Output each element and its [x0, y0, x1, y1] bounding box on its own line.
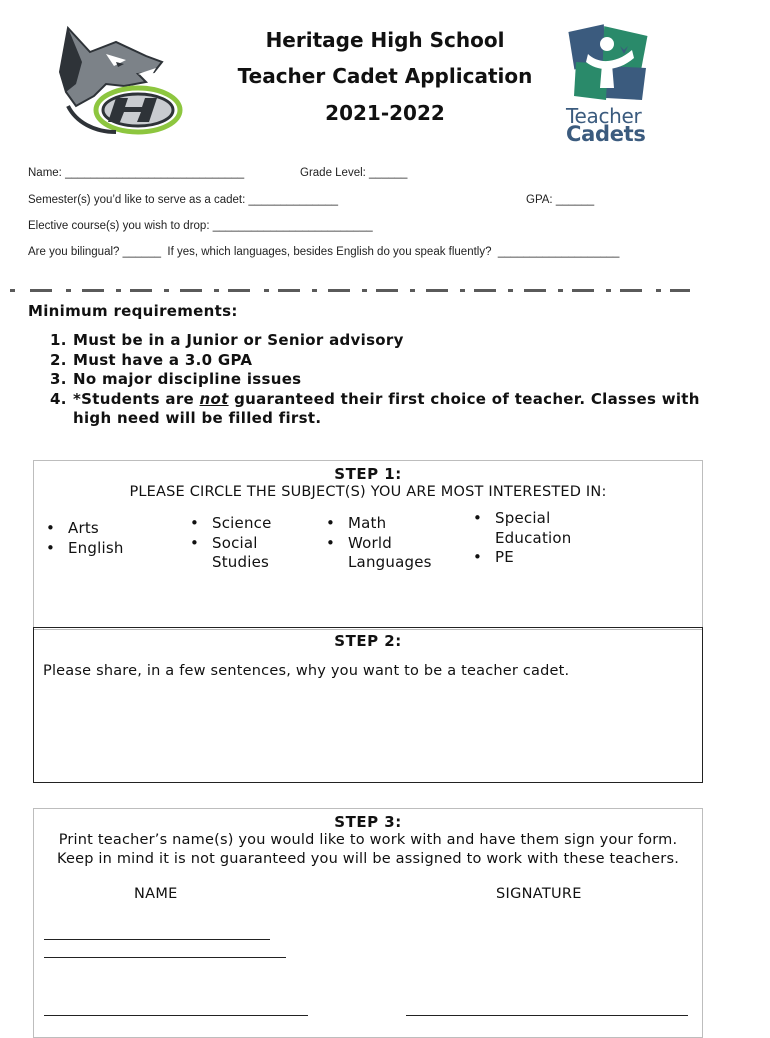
- requirement-number: 3.: [50, 370, 67, 388]
- subject-option[interactable]: • Special Education: [473, 509, 613, 548]
- signature-column-header: SIGNATURE: [496, 886, 582, 902]
- requirement-text: Must be in a Junior or Senior advisory: [73, 331, 404, 349]
- wolf-h-logo: [46, 22, 186, 140]
- step3-instruction-1: Print teacher’s name(s) you would like to work with and have them sign your form.: [58, 832, 678, 848]
- requirement-number: 4.: [50, 389, 67, 408]
- school-name: Heritage High School: [265, 28, 505, 52]
- name-field[interactable]: Name: ____________________________: [28, 167, 245, 179]
- requirements-heading: Minimum requirements:: [28, 302, 238, 320]
- subject-column: [326, 514, 456, 573]
- logo-text-teacher: Teacher: [566, 104, 642, 128]
- requirement-emphasis: not: [199, 389, 229, 408]
- step2-box[interactable]: [33, 627, 703, 783]
- gpa-field[interactable]: GPA: ______: [526, 194, 595, 206]
- grade-level-field[interactable]: Grade Level: ______: [300, 167, 408, 179]
- step3-box: [33, 808, 703, 1038]
- step1-box: [33, 460, 703, 630]
- requirement-text: No major discipline issues: [73, 370, 302, 388]
- subject-option[interactable]: • Social Studies: [190, 534, 310, 573]
- requirement-text-pre: *Students are: [73, 389, 200, 408]
- teacher-name-line[interactable]: [44, 939, 270, 940]
- requirements-list: [50, 331, 740, 429]
- step2-title: STEP 2:: [334, 632, 402, 650]
- logo-text-cadets: Cadets: [566, 122, 646, 146]
- name-column-header: NAME: [134, 886, 178, 902]
- requirement-item: [50, 390, 740, 429]
- subject-option[interactable]: • Science: [190, 514, 310, 534]
- subject-option[interactable]: • Math: [326, 514, 456, 534]
- requirement-item: [50, 351, 740, 371]
- subject-option[interactable]: • PE: [473, 548, 613, 568]
- step2-prompt: Please share, in a few sentences, why you want to be a teacher cadet.: [43, 663, 570, 679]
- subject-column: [190, 514, 310, 573]
- step3-instruction-2: Keep in mind it is not guaranteed you will be assigned to work with these teachers.: [56, 851, 680, 867]
- teacher-name-line[interactable]: [44, 957, 286, 958]
- subject-option[interactable]: • English: [46, 539, 156, 559]
- requirement-item: [50, 331, 740, 351]
- requirement-number: 1.: [50, 331, 67, 349]
- subject-column: [46, 519, 156, 558]
- application-title: Teacher Cadet Application: [237, 64, 533, 88]
- bilingual-field[interactable]: Are you bilingual? ______ If yes, which languages, besides English do you speak fluently? ___________________: [28, 246, 620, 258]
- step3-title: STEP 3:: [334, 813, 402, 831]
- teacher-signature-line[interactable]: [406, 1015, 688, 1016]
- requirement-text: Must have a 3.0 GPA: [73, 350, 253, 369]
- dashed-separator: [10, 280, 690, 288]
- teacher-name-line[interactable]: [44, 1015, 308, 1016]
- subject-option[interactable]: • Arts: [46, 519, 156, 539]
- requirement-text-post: guaranteed their first choice of teacher. Classes with high need will be filled first.: [73, 389, 700, 427]
- step1-instruction: PLEASE CIRCLE THE SUBJECT(S) YOU ARE MOST INTERESTED IN:: [129, 484, 607, 500]
- school-year: 2021-2022: [325, 101, 445, 125]
- requirement-number: 2.: [50, 350, 67, 369]
- elective-field[interactable]: Elective course(s) you wish to drop: _________________________: [28, 220, 373, 232]
- subject-option[interactable]: • World Languages: [326, 534, 456, 573]
- requirement-item: [50, 370, 740, 390]
- subject-column: [473, 509, 613, 568]
- step1-title: STEP 1:: [334, 465, 402, 483]
- semester-field[interactable]: Semester(s) you’d like to serve as a cadet: ______________: [28, 194, 339, 206]
